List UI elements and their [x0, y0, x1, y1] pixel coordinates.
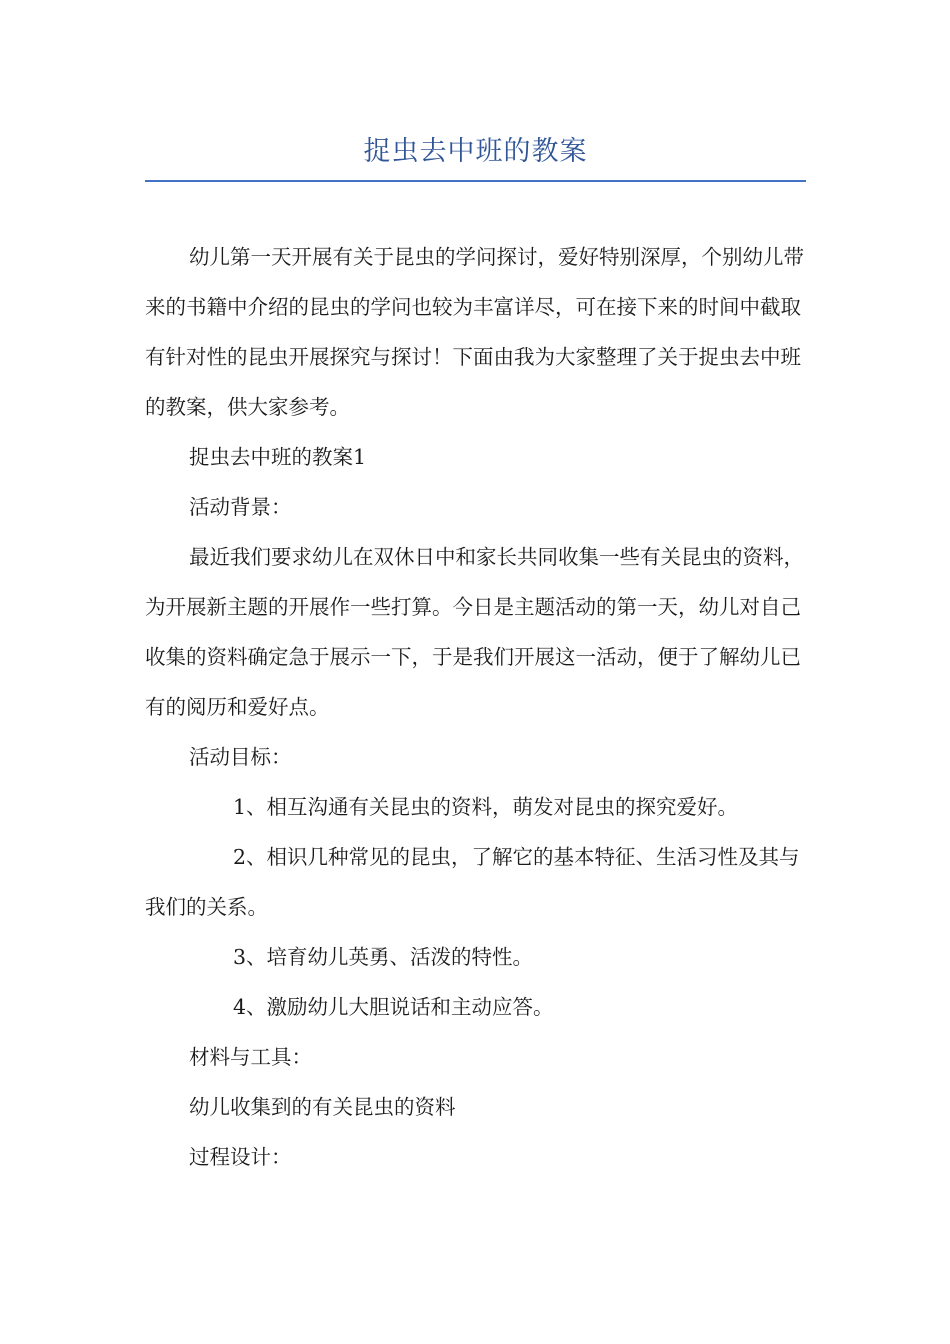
background-paragraph: 最近我们要求幼儿在双休日中和家长共同收集一些有关昆虫的资料，为开展新主题的开展作一些打算。今日是主题活动的第一天，幼儿对自己收集的资料确定急于展示一下，于是我们开展这一活动，便于了解幼儿已有的阅历和爱好点。: [145, 545, 804, 719]
goal-text: 相互沟通有关昆虫的资料，萌发对昆虫的探究爱好。: [266, 795, 739, 819]
goal-item-4: [145, 982, 810, 1032]
goal-text: 相识几种常见的昆虫，了解它的基本特征、生活习性及其与我们的关系。: [145, 845, 800, 919]
goal-number: 1、: [233, 795, 267, 819]
goal-text: 激励幼儿大胆说话和主动应答。: [266, 995, 554, 1019]
intro-paragraph: 幼儿第一天开展有关于昆虫的学问探讨，爱好特别深厚，个别幼儿带来的书籍中介绍的昆虫的学问也较为丰富详尽，可在接下来的时间中截取有针对性的昆虫开展探究与探讨！下面由我为大家整理了关于捉虫去中班的教案，供大家参考。: [145, 245, 804, 419]
materials-heading: 材料与工具：: [189, 1045, 312, 1069]
document-title: 捉虫去中班的教案: [363, 136, 588, 167]
goal-item-2: [145, 832, 810, 932]
goal-number: 3、: [233, 945, 267, 969]
materials-paragraph: 幼儿收集到的有关昆虫的资料: [189, 1095, 456, 1119]
goal-number: 2、: [233, 845, 267, 869]
goal-item-1: [145, 782, 810, 832]
goal-item-3: [145, 932, 810, 982]
document-body: [145, 232, 810, 1182]
section-heading: 捉虫去中班的教案1: [189, 445, 367, 469]
goal-number: 4、: [233, 995, 267, 1019]
title-underline: [145, 180, 806, 182]
goals-heading: 活动目标：: [189, 745, 292, 769]
goal-text: 培育幼儿英勇、活泼的特性。: [266, 945, 534, 969]
process-heading: 过程设计：: [189, 1145, 292, 1169]
background-heading: 活动背景：: [189, 495, 292, 519]
